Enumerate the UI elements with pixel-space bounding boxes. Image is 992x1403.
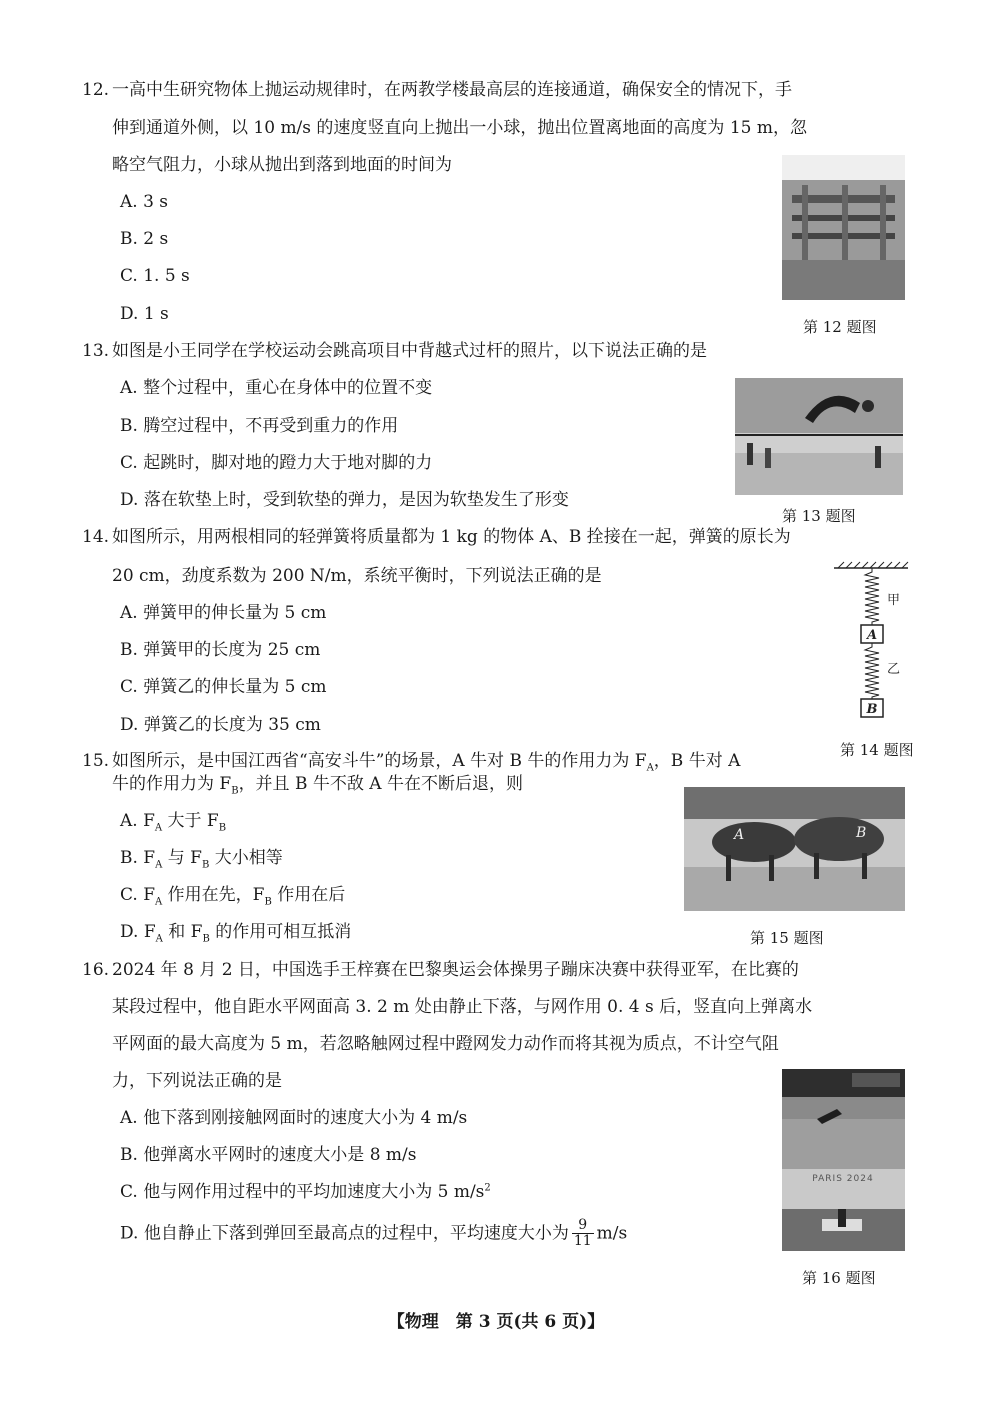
q14-option-b: B. 弹簧甲的长度为 25 cm <box>120 640 321 660</box>
q15-d-sub1: A <box>155 933 163 945</box>
q16-stem-line-1: 2024 年 8 月 2 日，中国选手王梓赛在巴黎奥运会体操男子蹦床决赛中获得亚军，在比赛的 <box>112 960 799 980</box>
block-a-label: A <box>866 628 878 643</box>
q16-option-d-unit: m/s <box>596 1223 628 1244</box>
q15-a-sub1: A <box>154 822 163 834</box>
spring-top-label: 甲 <box>887 593 901 608</box>
q16-option-b: B. 他弹离水平网时的速度大小是 8 m/s <box>120 1145 417 1165</box>
q16-trampoline-photo <box>782 1069 905 1251</box>
q12-figure-caption: 第 12 题图 <box>803 318 877 336</box>
ceiling <box>834 562 908 568</box>
q15-option-b <box>120 848 283 871</box>
q13-high-jump-photo <box>735 378 903 495</box>
q15-number: 15. <box>82 751 110 771</box>
q13-option-d: D. 落在软垫上时，受到软垫的弹力，是因为软垫发生了形变 <box>120 490 569 510</box>
fraction-denominator: 11 <box>573 1233 592 1250</box>
q14-number: 14. <box>82 527 110 547</box>
q14-stem-line-2: 20 cm，劲度系数为 200 N/m，系统平衡时，下列说法正确的是 <box>112 566 602 586</box>
q15-c-pre: C. F <box>120 885 156 905</box>
q15-a-pre: A. F <box>120 811 155 831</box>
q12-building-photo <box>782 155 905 300</box>
q16-option-d-fraction <box>572 1218 594 1250</box>
q16-number: 16. <box>82 960 110 980</box>
q16-stem-line-3: 平网面的最大高度为 5 m，若忽略触网过程中蹬网发力动作而将其视为质点，不计空气阻 <box>112 1034 779 1054</box>
q16-option-d <box>120 1218 627 1250</box>
q15-option-a <box>120 811 226 834</box>
q16-stem-line-2: 某段过程中，他自距水平网面高 3. 2 m 处由静止下落，与网作用 0. 4 s 后，竖直向上弹离水 <box>112 997 813 1017</box>
q15-b-sub2: B <box>201 859 210 871</box>
q15-stem-2b: ，并且 B 牛不敌 A 牛在不断后退，则 <box>238 774 523 794</box>
fraction-numerator: 9 <box>572 1218 594 1234</box>
q15-stem-line-2 <box>112 774 523 797</box>
q12-option-b: B. 2 s <box>120 229 169 249</box>
q16-stem-line-4: 力，下列说法正确的是 <box>112 1071 282 1091</box>
q16-option-c <box>120 1182 491 1202</box>
q15-stem-2a: 牛的作用力为 F <box>112 774 232 794</box>
q15-d-sub2: B <box>202 933 210 945</box>
q12-option-c: C. 1. 5 s <box>120 266 190 286</box>
q14-option-d: D. 弹簧乙的长度为 35 cm <box>120 715 321 735</box>
q15-a-sub2: B <box>218 822 227 834</box>
block-b-label: B <box>866 702 878 717</box>
q15-c-post: 作用在后 <box>271 885 346 905</box>
q15-c-sub1: A <box>155 896 163 908</box>
spring-bottom <box>865 643 879 699</box>
q12-stem-line-3: 略空气阻力，小球从抛出到落到地面的时间为 <box>112 155 452 175</box>
q13-option-c: C. 起跳时，脚对地的蹬力大于地对脚的力 <box>120 453 433 473</box>
q15-b-post: 大小相等 <box>209 848 283 868</box>
q13-figure-caption: 第 13 题图 <box>782 507 856 525</box>
q12-option-a: A. 3 s <box>120 192 169 212</box>
q16-photo-text: PARIS 2024 <box>812 1174 874 1184</box>
q12-option-d: D. 1 s <box>120 304 169 324</box>
q15-figure-caption: 第 15 题图 <box>750 929 824 947</box>
q16-option-a: A. 他下落到刚接触网面时的速度大小为 4 m/s <box>120 1108 468 1128</box>
spring-top <box>865 568 879 625</box>
q13-option-a: A. 整个过程中，重心在身体中的位置不变 <box>120 378 433 398</box>
q12-stem-line-1: 一高中生研究物体上抛运动规律时，在两教学楼最高层的连接通道，确保安全的情况下，手 <box>112 80 792 100</box>
q15-bullfight-photo <box>684 787 905 911</box>
q15-c-sub2: B <box>264 896 272 908</box>
q15-d-pre: D. F <box>120 922 156 942</box>
q12-stem-line-2: 伸到通道外侧，以 10 m/s 的速度竖直向上抛出一小球，抛出位置离地面的高度为 15 m，忽 <box>112 118 807 138</box>
q16-figure-caption: 第 16 题图 <box>802 1269 876 1287</box>
q15-d-mid: 和 F <box>162 922 203 942</box>
q13-stem-line-1: 如图是小王同学在学校运动会跳高项目中背越式过杆的照片，以下说法正确的是 <box>112 341 707 361</box>
q15-a-mid: 大于 F <box>162 811 219 831</box>
q14-spring-diagram <box>832 560 912 725</box>
q15-b-sub1: A <box>155 859 163 871</box>
q15-option-c <box>120 885 345 908</box>
q12-number: 12. <box>82 80 110 100</box>
q15-b-mid: 与 F <box>162 848 202 868</box>
q15-sub-b: B <box>231 785 239 797</box>
q15-sub-a: A <box>646 762 654 774</box>
q15-d-post: 的作用可相互抵消 <box>209 922 352 942</box>
q13-number: 13. <box>82 341 110 361</box>
page-footer: 【物理 第 3 页(共 6 页)】 <box>387 1312 605 1332</box>
q15-option-d <box>120 922 351 945</box>
q13-option-b: B. 腾空过程中，不再受到重力的作用 <box>120 416 399 436</box>
q14-figure-caption: 第 14 题图 <box>840 741 914 759</box>
spring-bottom-label: 乙 <box>887 662 901 677</box>
q15-stem-1a: 如图所示，是中国江西省“高安斗牛”的场景，A 牛对 B 牛的作用力为 F <box>112 751 647 771</box>
q15-b-pre: B. F <box>120 848 156 868</box>
q14-option-c: C. 弹簧乙的伸长量为 5 cm <box>120 677 327 697</box>
q16-option-c-text: C. 他与网作用过程中的平均加速度大小为 5 m/s <box>120 1182 485 1202</box>
q16-option-d-text: D. 他自静止下落到弹回至最高点的过程中，平均速度大小为 <box>120 1223 569 1244</box>
q15-photo-label-a: A <box>734 827 745 843</box>
q15-stem-line-1 <box>112 751 740 774</box>
q15-photo-label-b: B <box>856 825 867 841</box>
q14-stem-line-1: 如图所示，用两根相同的轻弹簧将质量都为 1 kg 的物体 A、B 拴接在一起，弹簧的原长为 <box>112 527 791 547</box>
q14-option-a: A. 弹簧甲的伸长量为 5 cm <box>120 603 327 623</box>
q15-c-mid: 作用在先，F <box>162 885 265 905</box>
q16-option-c-sup: 2 <box>484 1182 491 1194</box>
q15-stem-1b: ，B 牛对 A <box>653 751 741 771</box>
